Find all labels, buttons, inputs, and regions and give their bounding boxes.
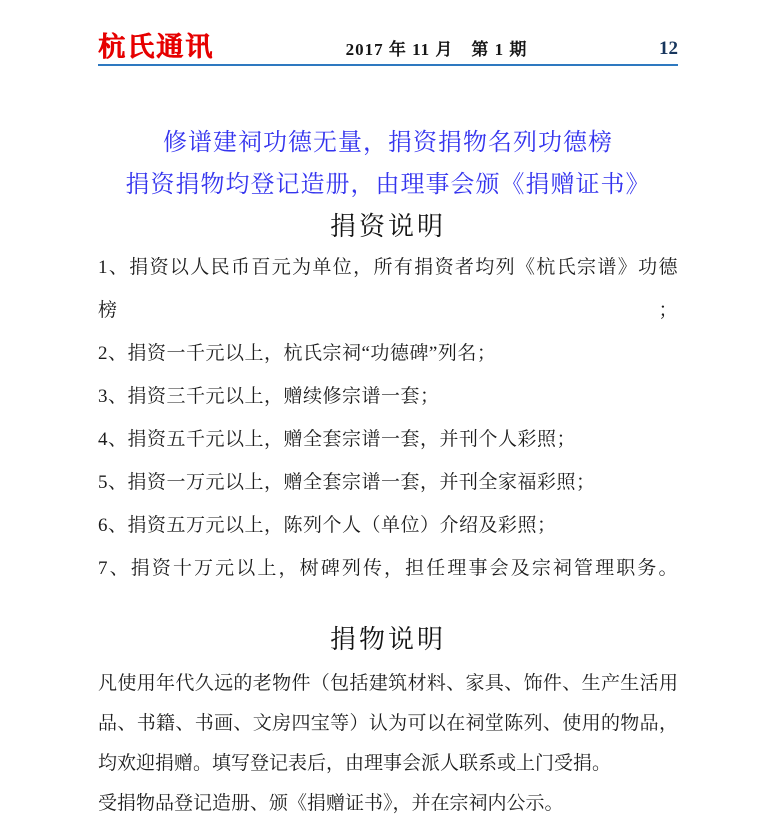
newsletter-masthead: 杭氏通讯 (98, 32, 214, 62)
page-header (98, 33, 678, 66)
paragraph-line: 凡使用年代久远的老物件（包括建筑材料、家具、饰件、生产生活用 (98, 673, 678, 695)
section-title-donation-funds: 捐资说明 (329, 212, 446, 242)
donation-items-paragraph (98, 664, 678, 824)
list-item: 5、捐资一万元以上，赠全套宗谱一套，并刊全家福彩照； (98, 472, 596, 494)
list-item: 4、捐资五千元以上，赠全套宗谱一套，并刊个人彩照； (98, 429, 577, 451)
banner-headline (98, 122, 678, 206)
list-item: 2、捐资一千元以上，杭氏宗祠“功德碑”列名； (98, 343, 497, 365)
page-content (98, 0, 678, 824)
page-number: 12 (659, 38, 678, 60)
paragraph-line: 品、书籍、书画、文房四宝等）认为可以在祠堂陈列、使用的物品， (98, 713, 678, 735)
list-item: 7、捐资十万元以上，树碑列传，担任理事会及宗祠管理职务。 (98, 558, 678, 580)
list-item: 6、捐资五万元以上，陈列个人（单位）介绍及彩照； (98, 515, 557, 537)
banner-line-2: 捐资捐物均登记造册，由理事会颁《捐赠证书》 (125, 172, 651, 199)
paragraph-line: 受捐物品登记造册、颁《捐赠证书》，并在宗祠内公示。 (98, 793, 564, 815)
banner-line-1: 修谱建祠功德无量，捐资捐物名列功德榜 (163, 130, 613, 157)
list-item: 1、捐资以人民币百元为单位，所有捐资者均列《杭氏宗谱》功德榜； (98, 257, 678, 322)
list-item: 3、捐资三千元以上，赠续修宗谱一套； (98, 386, 440, 408)
donation-terms-list (98, 246, 678, 590)
section-title-donation-items: 捐物说明 (329, 625, 446, 655)
issue-date: 2017 年 11 月 第 1 期 (345, 40, 528, 60)
paragraph-line: 均欢迎捐赠。填写登记表后，由理事会派人联系或上门受捐。 (98, 753, 612, 775)
